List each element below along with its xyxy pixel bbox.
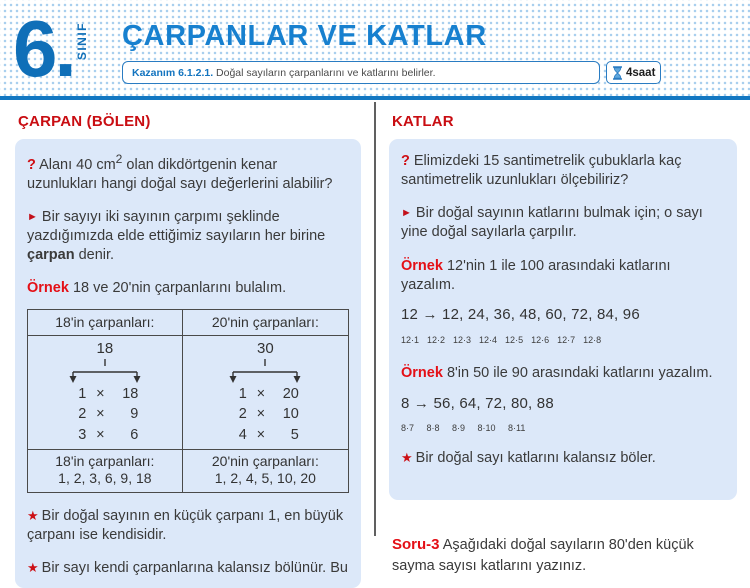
times-sign: ×: [96, 406, 105, 423]
note-paragraph: [401, 449, 725, 468]
note-paragraph: [27, 559, 349, 578]
factor-a: 3: [78, 426, 87, 443]
soru-3-paragraph: [392, 534, 734, 577]
right-arrow: →: [422, 305, 438, 323]
grade-label: SINIF: [74, 22, 89, 61]
definition-text: Bir sayıyı iki sayının çarpımı şeklinde yazdığımızda elde ettiğimiz sayıların her birine: [27, 209, 326, 245]
ornek-text: 12'nin 1 ile 100 arasındaki katlarını yazalım.: [401, 257, 671, 293]
product-row: [30, 425, 180, 445]
result-cell-20: [182, 449, 348, 492]
hourglass-icon: [612, 66, 623, 80]
katlar-heading: KATLAR: [392, 113, 454, 130]
factor-b: 5: [290, 426, 299, 443]
kazanim-code: Kazanım 6.1.2.1.: [132, 67, 214, 79]
soru-text: Aşağıdaki doğal sayıların 80'den küçük sayma sayısı katlarını yazınız.: [392, 537, 694, 575]
result-label: 18'in çarpanları:: [55, 452, 155, 469]
multiples-products-8: 8·7 8·8 8·9 8·10 8·11: [401, 423, 526, 434]
right-info-box: [389, 139, 737, 500]
factor-b: 18: [122, 386, 139, 403]
factor-a: 2: [78, 406, 87, 423]
result-label: 20'nin çarpanları:: [211, 452, 319, 469]
right-definition-paragraph: [401, 204, 725, 242]
star-icon: ★: [27, 560, 39, 576]
product-row: [185, 384, 346, 404]
left-question-paragraph: [27, 152, 349, 194]
left-info-box: [15, 139, 361, 588]
factor-tree-20: [182, 336, 348, 450]
product-row: [185, 404, 346, 424]
factor-b: 20: [282, 386, 299, 403]
multiples-base: 12: [401, 305, 419, 323]
multiples-products-12: 12·1 12·2 12·3 12·4 12·5 12·6 12·7 12·8: [401, 334, 602, 345]
definition-text-cont: denir.: [74, 247, 115, 264]
question-mark-marker: ?: [27, 156, 36, 173]
left-example-paragraph: [27, 279, 349, 298]
result-values: 1, 2, 3, 6, 9, 18: [58, 470, 152, 487]
factor-a: 4: [238, 426, 247, 443]
left-definition-paragraph: [27, 208, 349, 265]
right-question-paragraph: [401, 152, 725, 190]
right-column: [389, 100, 737, 575]
table-header-18: 18'in çarpanları:: [28, 309, 183, 335]
carpan-heading: ÇARPAN (BÖLEN): [18, 113, 151, 130]
content: [0, 100, 750, 577]
question-text-cont: olan dikdörtgenin kenar uzunlukları hangi doğal sayı değerlerini alabilir?: [27, 156, 333, 192]
factor-a: 2: [238, 406, 247, 423]
times-sign: ×: [256, 426, 266, 443]
grade-badge: [13, 4, 89, 93]
star-icon: ★: [401, 450, 413, 466]
times-sign: ×: [96, 386, 105, 403]
multiples-values: 12, 24, 36, 48, 60, 72, 84, 96: [442, 305, 640, 323]
header-main: [122, 20, 661, 84]
duration-badge: [606, 61, 661, 84]
ornek-label: Örnek: [401, 257, 443, 274]
question-text: Elimizdeki 15 santimetrelik çubuklarla kaç santimetrelik uzunlukları ölçebiliriz?: [401, 153, 682, 189]
factor-b: 6: [130, 426, 139, 443]
header: [0, 0, 750, 96]
star-icon: ★: [27, 507, 39, 523]
multiples-line-8: [401, 394, 725, 414]
product-row: [30, 404, 180, 424]
ornek-label: Örnek: [401, 365, 443, 382]
multiples-values: 56, 64, 72, 80, 88: [433, 394, 554, 412]
question-mark-marker: ?: [401, 153, 410, 169]
triangle-marker: ►: [401, 207, 412, 220]
note-text: Bir doğal sayı katlarını kalansız böler.: [415, 450, 656, 467]
table-header-20: 20'nin çarpanları:: [182, 309, 348, 335]
factor-b: 10: [282, 406, 299, 423]
ornek-text: 8'in 50 ile 90 arasındaki katlarını yazalım.: [446, 365, 713, 382]
product-row: [185, 425, 346, 445]
squared-superscript: 2: [115, 152, 123, 166]
kazanim-bar: [122, 61, 600, 84]
times-sign: ×: [256, 386, 266, 403]
factor-tree-top: 30: [257, 340, 274, 358]
product-row: [30, 384, 180, 404]
duration-label: 4saat: [626, 66, 656, 79]
factor-tree-bracket: [221, 358, 309, 384]
ornek-label: Örnek: [27, 280, 69, 297]
carpan-term: çarpan: [27, 247, 75, 264]
soru-label: Soru-3: [392, 536, 440, 554]
triangle-marker: ►: [27, 211, 38, 224]
factors-table: [27, 309, 349, 493]
factor-b: 9: [130, 406, 139, 423]
times-sign: ×: [96, 426, 105, 443]
column-divider: [374, 102, 376, 536]
note-text: Bir sayı kendi çarpanlarına kalansız bölünür. Bu: [41, 560, 348, 577]
note-text: Bir doğal sayının en küçük çarpanı 1, en büyük çarpanı ise kendisidir.: [27, 507, 344, 544]
result-values: 1, 2, 4, 5, 10, 20: [214, 470, 316, 487]
definition-text: Bir doğal sayının katlarını bulmak için; o sayı yine doğal sayılarla çarpılır.: [401, 205, 703, 241]
times-sign: ×: [256, 406, 266, 423]
ornek-text: 18 ve 20'nin çarpanlarını bulalım.: [72, 280, 287, 297]
factor-a: 1: [238, 386, 247, 403]
result-cell-18: [28, 449, 183, 492]
grade-number: 6.: [13, 4, 74, 93]
factor-tree-top: 18: [96, 340, 114, 358]
left-column: [15, 100, 361, 577]
factor-tree-18: [28, 336, 183, 450]
right-example1-paragraph: [401, 257, 725, 295]
page-title: ÇARPANLAR VE KATLAR: [122, 20, 487, 52]
note-paragraph: [27, 507, 349, 545]
kazanim-row: [122, 61, 661, 84]
factor-tree-bracket: [61, 358, 149, 384]
right-example2-paragraph: [401, 364, 725, 383]
multiples-base: 8: [401, 394, 410, 412]
question-text: Alanı 40 cm: [39, 156, 116, 173]
multiples-line-12: [401, 305, 725, 325]
kazanim-text: Doğal sayıların çarpanlarını ve katlarını belirler.: [216, 67, 436, 79]
right-arrow: →: [413, 394, 430, 412]
factor-a: 1: [78, 386, 87, 403]
